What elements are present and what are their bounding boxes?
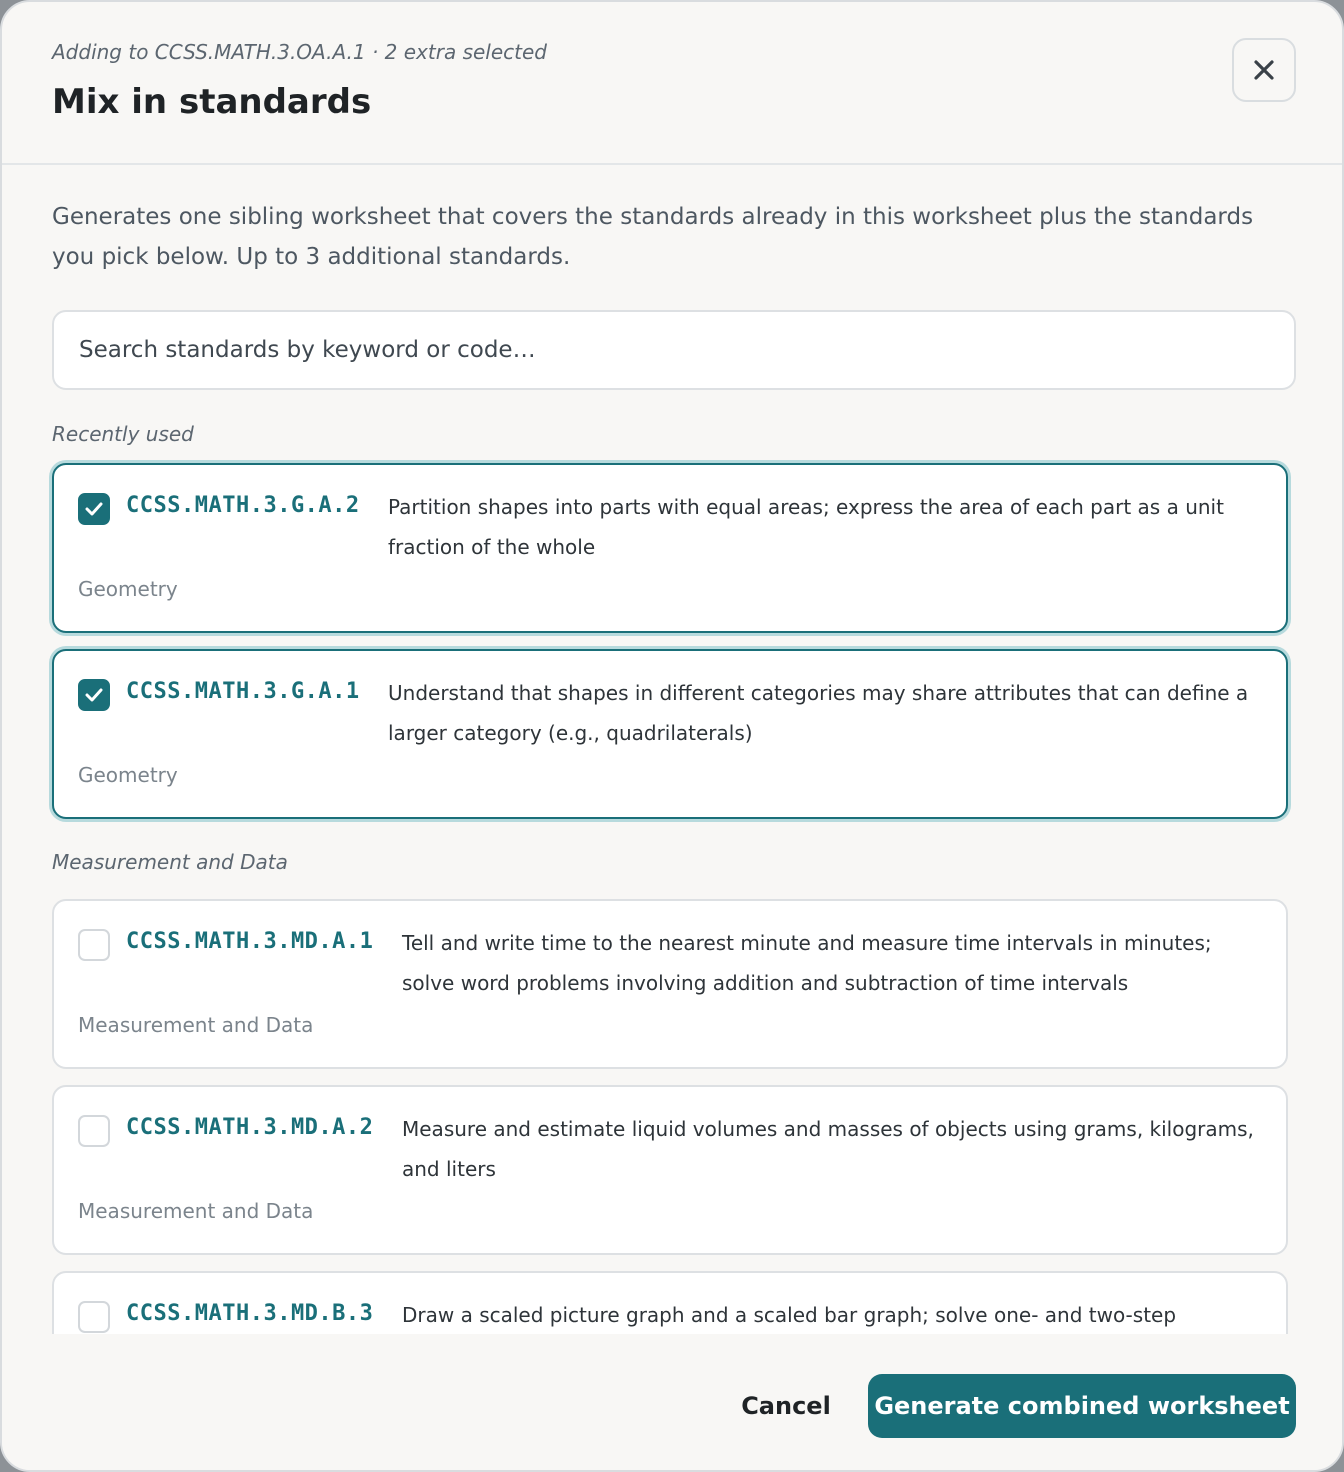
standard-domain: Measurement and Data — [78, 1199, 314, 1223]
standard-card[interactable] — [52, 1271, 1288, 1334]
check-icon — [85, 502, 103, 516]
standard-description: Draw a scaled picture graph and a scaled bar graph; solve one- and two-step — [402, 1303, 1177, 1327]
standard-code: CCSS.MATH.3.MD.B.3 — [126, 1301, 374, 1326]
intro-text: Generates one sibling worksheet that covers the standards already in this worksheet plus the standards you pick below. Up to 3 additional standards. — [52, 204, 1254, 270]
standard-description: Understand that shapes in different categories may share attributes that can define a larger category (e.g., quadrilaterals) — [388, 681, 1249, 745]
standard-card[interactable] — [52, 463, 1288, 633]
standard-checkbox[interactable] — [78, 679, 110, 711]
standard-code: CCSS.MATH.3.MD.A.1 — [126, 929, 374, 954]
section-label-measurement: Measurement and Data — [52, 850, 288, 874]
dialog-body[interactable] — [2, 167, 1342, 1334]
dialog-header — [2, 2, 1342, 165]
standard-description: Measure and estimate liquid volumes and masses of objects using grams, kilograms, and liters — [402, 1117, 1254, 1181]
standard-checkbox[interactable] — [78, 493, 110, 525]
standard-code: CCSS.MATH.3.G.A.2 — [126, 493, 360, 518]
standard-domain: Geometry — [78, 577, 178, 601]
standard-domain: Measurement and Data — [78, 1013, 314, 1037]
section-label-recent: Recently used — [52, 422, 194, 446]
standard-checkbox[interactable] — [78, 929, 110, 961]
standard-card[interactable] — [52, 899, 1288, 1069]
search-input[interactable] — [52, 310, 1296, 390]
standard-card[interactable] — [52, 1085, 1288, 1255]
standard-card[interactable] — [52, 649, 1288, 819]
standard-checkbox[interactable] — [78, 1301, 110, 1333]
standard-description: Tell and write time to the nearest minute and measure time intervals in minutes; solve word problems involving addition and subtraction of time intervals — [402, 931, 1212, 995]
dialog-subtitle: Adding to CCSS.MATH.3.OA.A.1 · 2 extra selected — [52, 40, 547, 64]
dialog-footer — [2, 1334, 1342, 1472]
standard-description: Partition shapes into parts with equal areas; express the area of each part as a unit fraction of the whole — [388, 495, 1224, 559]
standard-code: CCSS.MATH.3.MD.A.2 — [126, 1115, 374, 1140]
standard-code: CCSS.MATH.3.G.A.1 — [126, 679, 360, 704]
check-icon — [85, 688, 103, 702]
generate-worksheet-button[interactable]: Generate combined worksheet — [868, 1374, 1296, 1438]
standard-domain: Geometry — [78, 763, 178, 787]
cancel-button[interactable]: Cancel — [741, 1392, 831, 1420]
dialog-title: Mix in standards — [52, 82, 372, 122]
close-button[interactable] — [1232, 38, 1296, 102]
standard-checkbox[interactable] — [78, 1115, 110, 1147]
close-icon — [1253, 59, 1275, 81]
